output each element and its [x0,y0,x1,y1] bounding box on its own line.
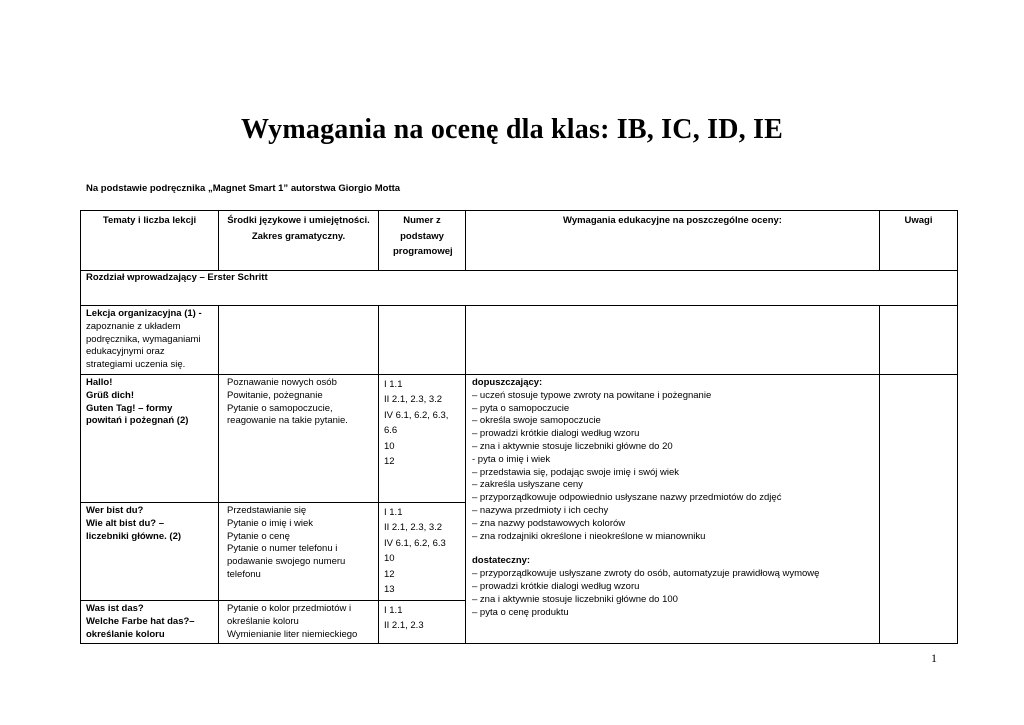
number-cell [379,306,466,375]
requirement-item: – zakreśla usłyszane ceny [472,479,583,491]
means-line: Pytanie o imię i wiek [227,517,314,529]
means-line: Powitanie, pożegnanie [227,389,323,401]
number-line: I 1.1 [384,506,403,518]
means-cell [219,306,379,375]
topic-line: Grüß dich! [86,389,135,401]
means-line: Poznawanie nowych osób [227,376,337,388]
means-cell [219,502,379,600]
means-line: Przedstawianie się [227,504,307,516]
number-line: II 2.1, 2.3, 3.2 [384,522,443,534]
header-means: Środki językowe i umiejętności. Zakres gramatyczny. [219,211,379,271]
header-requirements: Wymagania edukacyjne na poszczególne oceny: [466,211,880,271]
number-line: I 1.1 [384,378,403,390]
header-number: Numer z podstawy programowej [379,211,466,271]
topic-cell [81,600,219,643]
topic-line: Wer bist du? [86,504,144,516]
requirement-item: – przyporządkowuje odpowiednio usłyszane nazwy przedmiotów do zdjęć [472,492,782,504]
section-row [81,271,958,306]
number-line: 13 [384,584,395,596]
requirement-item: – określa swoje samopoczucie [472,415,601,427]
topic-cell [81,306,219,375]
notes-cell [880,374,958,643]
requirement-item: – zna i aktywnie stosuje liczebniki główne do 100 [472,593,678,605]
requirement-item: – przedstawia się, podając swoje imię i swój wiek [472,466,679,478]
header-topics: Tematy i liczba lekcji [81,211,219,271]
means-line: podawanie swojego numeru [227,556,346,568]
spacer [472,543,874,555]
topic-cell [81,502,219,600]
means-line: Wymienianie liter niemieckiego [227,628,358,640]
requirement-item: – pyta o cenę produktu [472,606,569,618]
header-notes: Uwagi [880,211,958,271]
document-subtitle: Na podstawie podręcznika „Magnet Smart 1” autorstwa Giorgio Motta [86,183,401,194]
number-line: 12 [384,456,395,468]
requirements-cell [466,306,880,375]
requirement-item: – prowadzi krótkie dialogi według wzoru [472,428,640,440]
means-line: Pytanie o numer telefonu i [227,543,338,555]
number-cell [379,502,466,600]
requirement-item: – pyta o samopoczucie [472,402,570,414]
requirement-item: – przyporządkowuje usłyszane zwroty do osób, automatyzuje prawidłową wymowę [472,568,820,580]
means-line: Pytanie o kolor przedmiotów i [227,602,352,614]
requirement-item: – nazywa przedmioty i ich cechy [472,504,609,516]
number-cell [379,374,466,502]
number-line: IV 6.1, 6.2, 6.3, [384,409,449,421]
requirement-item: – zna i aktywnie stosuje liczebniki główne do 20 [472,440,673,452]
topic-line: podręcznika, wymaganiami [86,333,201,345]
number-cell [379,600,466,643]
grade-label: dostateczny: [472,555,531,567]
topic-line: Wie alt bist du? – [86,517,165,529]
means-line: telefonu [227,568,261,580]
page-title: Wymagania na ocenę dla klas: IB, IC, ID, IE [241,114,783,145]
requirement-item: - pyta o imię i wiek [472,453,551,465]
topic-line: określanie koloru [86,628,165,640]
topic-line: strategiami uczenia się. [86,359,186,371]
means-line: reagowanie na takie pytanie. [227,415,348,427]
number-line: 12 [384,568,395,580]
table-row [81,306,958,375]
notes-cell [880,306,958,375]
section-title: Rozdział wprowadzający – Erster Schritt [81,271,958,306]
topic-line: zapoznanie z układem [86,320,181,332]
requirement-item: – prowadzi krótkie dialogi według wzoru [472,580,640,592]
topic-line: Welche Farbe hat das?– [86,615,195,627]
number-line: 10 [384,440,395,452]
means-line: określanie koloru [227,615,299,627]
topic-line: liczebniki główne. (2) [86,530,182,542]
topic-line: Was ist das? [86,602,144,614]
means-line: Pytanie o cenę [227,530,290,542]
requirement-item: – zna nazwy podstawowych kolorów [472,517,626,529]
grade-label: dopuszczający: [472,376,543,388]
requirements-cell [466,374,880,643]
means-cell [219,374,379,502]
topic-line: Guten Tag! – formy [86,402,173,414]
topic-line: Hallo! [86,376,113,388]
requirement-item: – zna rodzajniki określone i nieokreślone w mianowniku [472,530,706,542]
number-line: IV 6.1, 6.2, 6.3 [384,537,446,549]
topic-title: Lekcja organizacyjna (1) - [86,308,202,319]
table-row [81,374,958,502]
topic-cell [81,374,219,502]
number-line: 10 [384,553,395,565]
means-cell [219,600,379,643]
requirements-table [80,210,958,644]
page-number: 1 [931,651,937,665]
number-line: 6.6 [384,425,398,437]
number-line: I 1.1 [384,604,403,616]
means-line: Pytanie o samopoczucie, [227,402,333,414]
number-line: II 2.1, 2.3 [384,620,424,632]
number-line: II 2.1, 2.3, 3.2 [384,394,443,406]
table-header-row [81,211,958,271]
requirement-item: – uczeń stosuje typowe zwroty na powitane i pożegnanie [472,389,712,401]
topic-line: edukacyjnymi oraz [86,346,165,358]
topic-line: powitań i pożegnań (2) [86,415,189,427]
